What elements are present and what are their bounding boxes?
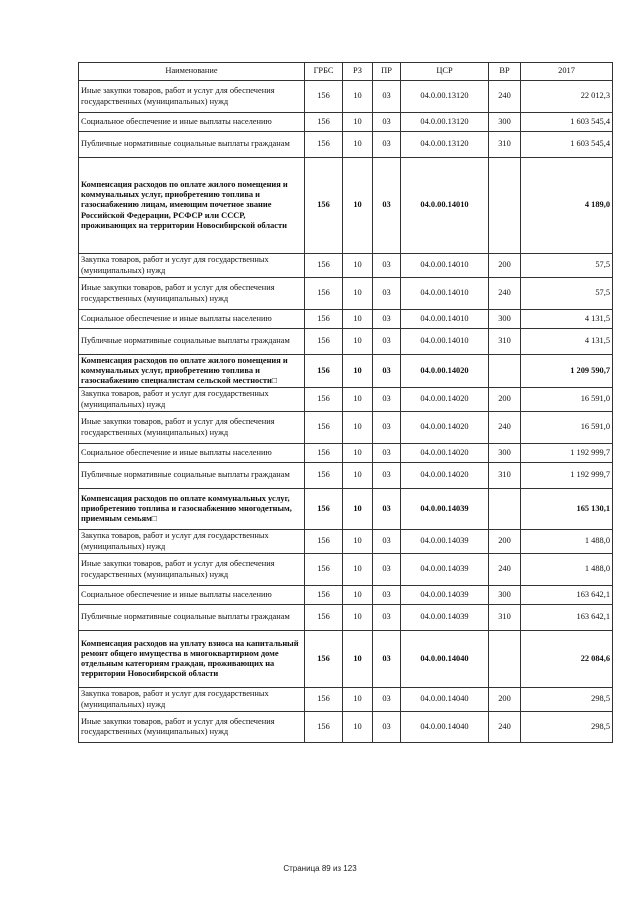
cell-pr: 03 — [373, 158, 401, 254]
cell-amount: 298,5 — [521, 688, 613, 712]
cell-pr: 03 — [373, 329, 401, 355]
cell-csr: 04.0.00.14040 — [401, 631, 489, 688]
cell-rz: 10 — [343, 489, 373, 530]
cell-amount: 298,5 — [521, 712, 613, 743]
cell-grbs: 156 — [305, 712, 343, 743]
cell-csr: 04.0.00.14010 — [401, 278, 489, 310]
cell-csr: 04.0.00.14020 — [401, 463, 489, 489]
table-row — [79, 688, 613, 712]
header-vr: ВР — [489, 63, 521, 81]
cell-csr: 04.0.00.14010 — [401, 329, 489, 355]
cell-vr — [489, 631, 521, 688]
cell-vr: 240 — [489, 554, 521, 586]
table-body — [79, 81, 613, 743]
header-grbs: ГРБС — [305, 63, 343, 81]
cell-rz: 10 — [343, 329, 373, 355]
cell-vr — [489, 489, 521, 530]
cell-vr: 300 — [489, 113, 521, 132]
cell-amount: 57,5 — [521, 254, 613, 278]
cell-vr — [489, 158, 521, 254]
cell-csr: 04.0.00.13120 — [401, 113, 489, 132]
cell-grbs: 156 — [305, 388, 343, 412]
cell-amount: 1 488,0 — [521, 554, 613, 586]
cell-grbs: 156 — [305, 554, 343, 586]
cell-vr: 240 — [489, 278, 521, 310]
cell-rz: 10 — [343, 388, 373, 412]
cell-grbs: 156 — [305, 158, 343, 254]
cell-vr: 200 — [489, 388, 521, 412]
table-row — [79, 530, 613, 554]
cell-name: Публичные нормативные социальные выплаты гражданам — [79, 132, 305, 158]
cell-rz: 10 — [343, 355, 373, 388]
cell-grbs: 156 — [305, 355, 343, 388]
table-row — [79, 388, 613, 412]
header-year: 2017 — [521, 63, 613, 81]
cell-name: Иные закупки товаров, работ и услуг для обеспечения государственных (муниципальных) нужд — [79, 81, 305, 113]
cell-amount: 1 488,0 — [521, 530, 613, 554]
cell-pr: 03 — [373, 712, 401, 743]
cell-pr: 03 — [373, 254, 401, 278]
cell-grbs: 156 — [305, 132, 343, 158]
cell-vr: 240 — [489, 712, 521, 743]
cell-pr: 03 — [373, 463, 401, 489]
cell-grbs: 156 — [305, 605, 343, 631]
cell-csr: 04.0.00.14039 — [401, 489, 489, 530]
cell-pr: 03 — [373, 554, 401, 586]
budget-table — [78, 62, 613, 743]
table-row — [79, 132, 613, 158]
cell-rz: 10 — [343, 605, 373, 631]
cell-vr: 200 — [489, 254, 521, 278]
cell-vr: 300 — [489, 586, 521, 605]
cell-csr: 04.0.00.14039 — [401, 530, 489, 554]
cell-vr: 200 — [489, 688, 521, 712]
cell-name: Закупка товаров, работ и услуг для государственных (муниципальных) нужд — [79, 530, 305, 554]
cell-amount: 1 209 590,7 — [521, 355, 613, 388]
cell-amount: 16 591,0 — [521, 388, 613, 412]
cell-vr: 240 — [489, 81, 521, 113]
cell-vr: 310 — [489, 463, 521, 489]
cell-grbs: 156 — [305, 310, 343, 329]
cell-name: Социальное обеспечение и иные выплаты населению — [79, 444, 305, 463]
cell-grbs: 156 — [305, 81, 343, 113]
page-number: Страница 89 из 123 — [283, 864, 357, 873]
cell-grbs: 156 — [305, 113, 343, 132]
cell-rz: 10 — [343, 586, 373, 605]
cell-pr: 03 — [373, 688, 401, 712]
table-row-section — [79, 355, 613, 388]
table-row-section — [79, 631, 613, 688]
cell-vr: 200 — [489, 530, 521, 554]
cell-name: Компенсация расходов по оплате коммунальных услуг, приобретению топлива и газоснабжению многодетным, приемным семьям□ — [79, 489, 305, 530]
cell-amount: 163 642,1 — [521, 605, 613, 631]
cell-name: Иные закупки товаров, работ и услуг для обеспечения государственных (муниципальных) нужд — [79, 278, 305, 310]
cell-csr: 04.0.00.13120 — [401, 132, 489, 158]
cell-csr: 04.0.00.14010 — [401, 158, 489, 254]
cell-amount: 22 012,3 — [521, 81, 613, 113]
cell-grbs: 156 — [305, 530, 343, 554]
cell-vr: 310 — [489, 605, 521, 631]
cell-pr: 03 — [373, 444, 401, 463]
cell-rz: 10 — [343, 530, 373, 554]
cell-amount: 1 192 999,7 — [521, 463, 613, 489]
cell-name: Социальное обеспечение и иные выплаты населению — [79, 113, 305, 132]
cell-csr: 04.0.00.14039 — [401, 605, 489, 631]
cell-grbs: 156 — [305, 329, 343, 355]
cell-name: Социальное обеспечение и иные выплаты населению — [79, 310, 305, 329]
cell-pr: 03 — [373, 310, 401, 329]
cell-amount: 4 131,5 — [521, 329, 613, 355]
table-row — [79, 586, 613, 605]
table-row — [79, 113, 613, 132]
cell-name: Закупка товаров, работ и услуг для государственных (муниципальных) нужд — [79, 254, 305, 278]
cell-grbs: 156 — [305, 586, 343, 605]
table-row — [79, 605, 613, 631]
cell-pr: 03 — [373, 489, 401, 530]
cell-pr: 03 — [373, 605, 401, 631]
header-rz: РЗ — [343, 63, 373, 81]
cell-name: Публичные нормативные социальные выплаты гражданам — [79, 329, 305, 355]
cell-rz: 10 — [343, 113, 373, 132]
table-row — [79, 554, 613, 586]
table-row — [79, 329, 613, 355]
cell-name: Закупка товаров, работ и услуг для государственных (муниципальных) нужд — [79, 688, 305, 712]
cell-rz: 10 — [343, 254, 373, 278]
cell-grbs: 156 — [305, 278, 343, 310]
cell-pr: 03 — [373, 631, 401, 688]
cell-grbs: 156 — [305, 489, 343, 530]
cell-grbs: 156 — [305, 631, 343, 688]
cell-rz: 10 — [343, 81, 373, 113]
cell-csr: 04.0.00.14020 — [401, 388, 489, 412]
table-row — [79, 278, 613, 310]
cell-vr — [489, 355, 521, 388]
cell-amount: 1 603 545,4 — [521, 113, 613, 132]
cell-csr: 04.0.00.13120 — [401, 81, 489, 113]
table-row-section — [79, 489, 613, 530]
cell-rz: 10 — [343, 310, 373, 329]
cell-pr: 03 — [373, 278, 401, 310]
cell-amount: 22 084,6 — [521, 631, 613, 688]
header-pr: ПР — [373, 63, 401, 81]
cell-name: Публичные нормативные социальные выплаты гражданам — [79, 605, 305, 631]
cell-rz: 10 — [343, 631, 373, 688]
table-row — [79, 412, 613, 444]
header-csr: ЦСР — [401, 63, 489, 81]
cell-rz: 10 — [343, 158, 373, 254]
cell-csr: 04.0.00.14010 — [401, 310, 489, 329]
cell-vr: 300 — [489, 444, 521, 463]
cell-pr: 03 — [373, 412, 401, 444]
cell-rz: 10 — [343, 688, 373, 712]
cell-grbs: 156 — [305, 254, 343, 278]
cell-csr: 04.0.00.14010 — [401, 254, 489, 278]
table-header-row — [79, 63, 613, 81]
cell-amount: 163 642,1 — [521, 586, 613, 605]
cell-csr: 04.0.00.14039 — [401, 554, 489, 586]
cell-name: Компенсация расходов по оплате жилого помещения и коммунальных услуг, приобретению топлива и газоснабжению специалистам сельской местности□ — [79, 355, 305, 388]
cell-vr: 310 — [489, 329, 521, 355]
table-row — [79, 712, 613, 743]
cell-pr: 03 — [373, 388, 401, 412]
cell-name: Иные закупки товаров, работ и услуг для обеспечения государственных (муниципальных) нужд — [79, 554, 305, 586]
table-row — [79, 81, 613, 113]
cell-name: Компенсация расходов на уплату взноса на капитальный ремонт общего имущества в многоквартирном доме отдельным категориям граждан, проживающих на территории Новосибирской области — [79, 631, 305, 688]
cell-csr: 04.0.00.14020 — [401, 412, 489, 444]
table-row-section — [79, 158, 613, 254]
cell-rz: 10 — [343, 132, 373, 158]
table-row — [79, 444, 613, 463]
cell-amount: 1 192 999,7 — [521, 444, 613, 463]
cell-grbs: 156 — [305, 463, 343, 489]
cell-pr: 03 — [373, 530, 401, 554]
cell-csr: 04.0.00.14040 — [401, 688, 489, 712]
cell-amount: 57,5 — [521, 278, 613, 310]
cell-grbs: 156 — [305, 688, 343, 712]
cell-amount: 1 603 545,4 — [521, 132, 613, 158]
cell-name: Компенсация расходов по оплате жилого помещения и коммунальных услуг, приобретению топлива и газоснабжению лицам, имеющим почетное звание Российской Федерации, РСФСР или СССР, проживающих на территории Новосибирской области — [79, 158, 305, 254]
cell-amount: 165 130,1 — [521, 489, 613, 530]
cell-amount: 4 189,0 — [521, 158, 613, 254]
table-row — [79, 463, 613, 489]
table-row — [79, 254, 613, 278]
cell-rz: 10 — [343, 463, 373, 489]
cell-amount: 4 131,5 — [521, 310, 613, 329]
cell-grbs: 156 — [305, 412, 343, 444]
cell-vr: 310 — [489, 132, 521, 158]
cell-csr: 04.0.00.14020 — [401, 444, 489, 463]
cell-name: Публичные нормативные социальные выплаты гражданам — [79, 463, 305, 489]
cell-rz: 10 — [343, 278, 373, 310]
cell-csr: 04.0.00.14020 — [401, 355, 489, 388]
cell-name: Социальное обеспечение и иные выплаты населению — [79, 586, 305, 605]
header-name: Наименование — [79, 63, 305, 81]
cell-name: Иные закупки товаров, работ и услуг для обеспечения государственных (муниципальных) нужд — [79, 712, 305, 743]
cell-rz: 10 — [343, 444, 373, 463]
cell-pr: 03 — [373, 355, 401, 388]
cell-name: Закупка товаров, работ и услуг для государственных (муниципальных) нужд — [79, 388, 305, 412]
cell-amount: 16 591,0 — [521, 412, 613, 444]
cell-name: Иные закупки товаров, работ и услуг для обеспечения государственных (муниципальных) нужд — [79, 412, 305, 444]
cell-rz: 10 — [343, 412, 373, 444]
cell-csr: 04.0.00.14040 — [401, 712, 489, 743]
cell-pr: 03 — [373, 586, 401, 605]
cell-vr: 240 — [489, 412, 521, 444]
cell-grbs: 156 — [305, 444, 343, 463]
cell-pr: 03 — [373, 81, 401, 113]
cell-csr: 04.0.00.14039 — [401, 586, 489, 605]
cell-rz: 10 — [343, 712, 373, 743]
cell-pr: 03 — [373, 113, 401, 132]
cell-pr: 03 — [373, 132, 401, 158]
cell-rz: 10 — [343, 554, 373, 586]
cell-vr: 300 — [489, 310, 521, 329]
table-row — [79, 310, 613, 329]
